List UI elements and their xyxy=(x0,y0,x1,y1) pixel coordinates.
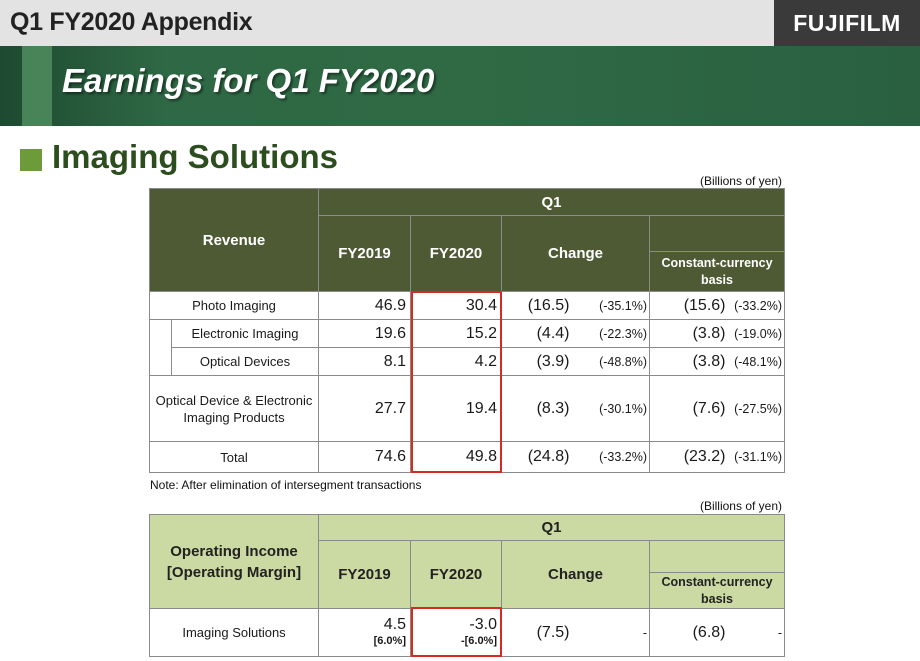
row-label: Optical Devices xyxy=(172,348,319,376)
fujifilm-logo xyxy=(774,0,920,46)
change-value: (16.5) xyxy=(502,292,574,320)
row-label: Electronic Imaging xyxy=(172,320,319,348)
cc-pct: (-19.0%) xyxy=(730,320,785,348)
footnote: Note: After elimination of intersegment transactions xyxy=(150,478,422,492)
cc-value: (3.8) xyxy=(650,320,730,348)
op-cc-pct: - xyxy=(730,609,785,657)
revenue-unit-label: (Billions of yen) xyxy=(699,174,782,188)
row-label: Imaging Solutions xyxy=(150,609,319,657)
op-fy2019-value: 4.5 xyxy=(383,615,406,633)
cc-value: (15.6) xyxy=(650,292,730,320)
change-pct: (-30.1%) xyxy=(574,376,650,442)
fy2020-value: 49.8 xyxy=(411,442,502,473)
fy2020-value: 4.2 xyxy=(411,348,502,376)
col-fy2020: FY2020 xyxy=(411,216,502,292)
cc-pct: (-31.1%) xyxy=(730,442,785,473)
appendix-title: Q1 FY2020 Appendix xyxy=(10,8,253,36)
page-title: Earnings for Q1 FY2020 xyxy=(62,62,435,99)
op-unit-label: (Billions of yen) xyxy=(699,499,782,513)
change-pct: (-35.1%) xyxy=(574,292,650,320)
op-period-header: Q1 xyxy=(319,515,785,541)
col-constant-currency: Constant-currency basis xyxy=(650,252,785,292)
cc-pct: (-48.1%) xyxy=(730,348,785,376)
change-value: (8.3) xyxy=(502,376,574,442)
op-fy2020-value: -3.0 xyxy=(469,615,497,633)
logo-text: FUJIFILM xyxy=(793,9,901,36)
op-fy2019-cell xyxy=(319,609,411,657)
section-title: Imaging Solutions xyxy=(52,138,338,175)
col-change: Change xyxy=(502,216,650,292)
row-label: Total xyxy=(150,442,319,473)
cc-pct: (-27.5%) xyxy=(730,376,785,442)
fy2020-highlight-box xyxy=(411,291,502,473)
op-fy2019-margin: [6.0%] xyxy=(373,634,406,647)
fy2019-value: 46.9 xyxy=(319,292,411,320)
period-header: Q1 xyxy=(319,189,785,216)
change-pct: (-48.8%) xyxy=(574,348,650,376)
fy2019-value: 19.6 xyxy=(319,320,411,348)
revenue-header: Revenue xyxy=(150,189,319,292)
cc-value: (23.2) xyxy=(650,442,730,473)
fy2020-value: 30.4 xyxy=(411,292,502,320)
op-col-fy2020: FY2020 xyxy=(411,541,502,609)
change-pct: (-33.2%) xyxy=(574,442,650,473)
op-col-constant-currency: Constant-currency basis xyxy=(650,573,785,609)
op-change-pct: - xyxy=(574,609,650,657)
row-label: Optical Device & Electronic Imaging Products xyxy=(150,376,319,442)
section-bullet-icon xyxy=(20,149,42,171)
cc-pct: (-33.2%) xyxy=(730,292,785,320)
op-income-header: Operating Income [Operating Margin] xyxy=(150,515,319,609)
change-pct: (-22.3%) xyxy=(574,320,650,348)
change-value: (3.9) xyxy=(502,348,574,376)
op-fy2020-highlight-box xyxy=(411,607,502,657)
op-col-fy2019: FY2019 xyxy=(319,541,411,609)
fy2020-value: 19.4 xyxy=(411,376,502,442)
op-fy2020-margin: -[6.0%] xyxy=(460,634,497,647)
op-col-change: Change xyxy=(502,541,650,609)
cc-value: (3.8) xyxy=(650,348,730,376)
op-change-value: (7.5) xyxy=(502,609,574,657)
change-value: (4.4) xyxy=(502,320,574,348)
fy2019-value: 27.7 xyxy=(319,376,411,442)
op-cc-value: (6.8) xyxy=(650,609,730,657)
fy2020-value: 15.2 xyxy=(411,320,502,348)
change-value: (24.8) xyxy=(502,442,574,473)
fy2019-value: 74.6 xyxy=(319,442,411,473)
banner-stripe xyxy=(22,46,52,126)
row-label: Photo Imaging xyxy=(150,292,319,320)
cc-value: (7.6) xyxy=(650,376,730,442)
fy2019-value: 8.1 xyxy=(319,348,411,376)
col-fy2019: FY2019 xyxy=(319,216,411,292)
